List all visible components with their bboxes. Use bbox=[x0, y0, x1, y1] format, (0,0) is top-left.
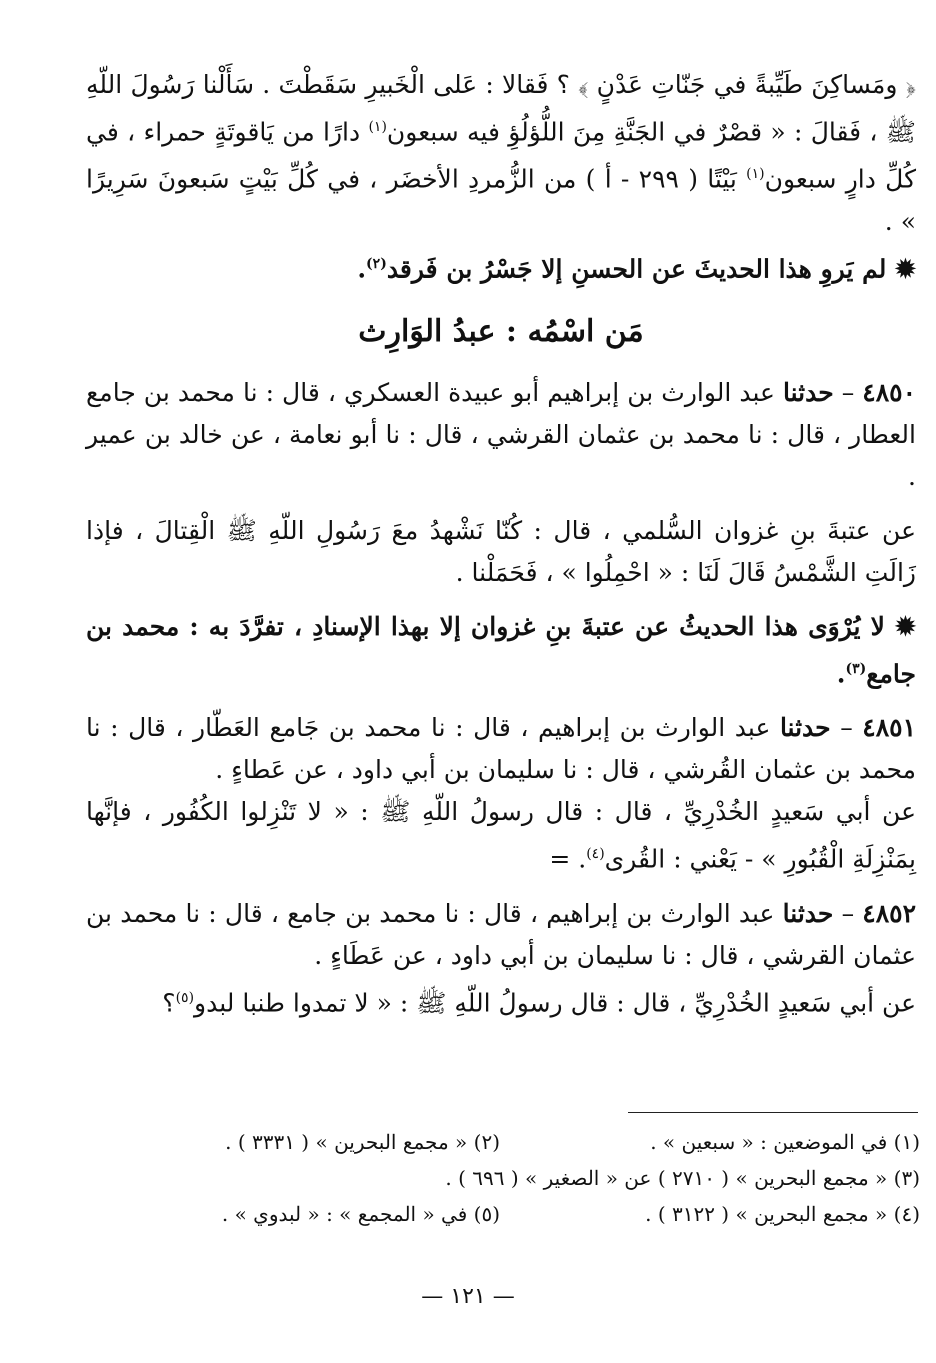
footnote-row bbox=[120, 1160, 920, 1196]
footnote-row bbox=[120, 1124, 920, 1160]
footnote-row bbox=[120, 1196, 920, 1232]
footnote-2: (٢) « مجمع البحرين » ( ٣٣٣١ ) . bbox=[225, 1130, 500, 1154]
footnote-ref-2[interactable]: (٢) bbox=[366, 255, 387, 272]
footnote-3: (٣) « مجمع البحرين » ( ٢٧١٠ ) عن « الصغير » ( ٦٩٦ ) . bbox=[445, 1166, 920, 1190]
page-body bbox=[86, 64, 916, 1024]
hadith-4851-matn: عن أبي سَعيدٍ الخُدْرِيِّ ، قال : قال رسولُ اللّهِ ﷺ : « لا تَنْزِلوا الكُفُور ، فإنَّها بِمَنْزِلَةِ الْقُبُورِ » - يَعْني : القُرى$^{(٤)}$. = bbox=[86, 797, 916, 874]
hadith-4850-matn: عن عتبةَ بنِ غزوان السُّلمي ، قال : كُنّا نَشْهدُ معَ رَسُولِ اللّهِ ﷺ الْقِتالَ ، فإذا زَالَتِ الشَّمْسُ قَالَ لَنَا : « احْمِلُوا » ، فَحَمَلْنا . bbox=[86, 515, 916, 587]
footnote-ref-1[interactable]: (١) bbox=[368, 119, 387, 135]
top-text-1: ﴿ ومَساكِنَ طَيِّبةً في جَنّاتِ عَدْنٍ ﴾ ؟ فَقالا : عَلى الْخَبيرِ سَقَطْتَ . سَأَلْنا رَسُولَ اللّهِ ﷺ ، فَقالَ : « قصْرٌ في الجَنَّةِ مِنَ اللُّؤلُؤِ فيه سبعون bbox=[86, 70, 916, 147]
section-heading: مَن اسْمُه : عبدُ الوَارِث bbox=[358, 313, 644, 349]
footnote-ref-3[interactable]: (٣) bbox=[845, 660, 867, 677]
page-number: — ١٢١ — bbox=[421, 1284, 515, 1309]
footnote-1: (١) في الموضعين : « سبعين » . bbox=[650, 1130, 920, 1154]
footnote-ref-5[interactable]: (٥) bbox=[175, 989, 195, 1006]
hadith-number: ٤٨٥٠ bbox=[862, 377, 916, 407]
footnote-4: (٤) « مجمع البحرين » ( ٣١٢٢ ) . bbox=[645, 1202, 920, 1226]
footnote-ref-1b[interactable]: (١) bbox=[746, 166, 765, 183]
top-note: ✹ لم يَروِ هذا الحديثَ عن الحسنِ إلا جَسْرُ بن فَرقد$^{(٢)}$. bbox=[357, 253, 916, 283]
top-text-3: بَيْتًا ( ٢٩٩ - أ ) من الزُّمردِ الأخضَر ، في كُلِّ بَيْتٍ سَبعونَ سَرِيرًا » . bbox=[86, 164, 916, 236]
hadith-4850-isnad: ٤٨٥٠ – حدثنا عبد الوارث بن إبراهيم أبو عبيدة العسكري ، قال : نا محمد بن جامع العطار ، قال : نا محمد بن عثمان القرشي ، قال : نا أبو نعامة ، عن خالد بن عمير . bbox=[86, 377, 916, 491]
footnote-5: (٥) في « المجمع » : « لبدوي » . bbox=[221, 1202, 500, 1226]
footnotes bbox=[120, 1124, 920, 1232]
footnote-divider bbox=[628, 1112, 918, 1113]
hadith-4850-note: ✹ لا يُرْوَى هذا الحديثُ عن عتبةَ بنِ غزوان إلا بهذا الإسنادِ ، تفرَّدَ به : محمد بن جامع$^{(٣)}$. bbox=[86, 611, 916, 689]
top-text-2: دارًا من يَاقوتَةٍ حمراء ، في كُلِّ دارٍ سبعون bbox=[86, 117, 916, 194]
top-paragraph bbox=[86, 64, 916, 243]
hadith-4852-matn: عن أبي سَعيدٍ الخُدْرِيِّ ، قال : قال رسولُ اللّهِ ﷺ : « لا تمدوا طنبا لبدو$^{(٥)}$؟ bbox=[162, 987, 916, 1017]
hadith-4852-isnad: ٤٨٥٢ – حدثنا عبد الوارث بن إبراهيم ، قال : نا محمد بن جامع ، قال : نا محمد بن عثمان القرشي ، قال : نا سليمان بن أبي داود ، عن عَطَاءٍ . bbox=[86, 898, 916, 970]
hadith-number: ٤٨٥٢ bbox=[862, 898, 916, 928]
footnote-ref-4[interactable]: (٤) bbox=[586, 846, 605, 863]
hadith-4851-isnad: ٤٨٥١ – حدثنا عبد الوارث بن إبراهيم ، قال : نا محمد بن جَامع العَطّار ، قال : نا محمد بن عثمان القُرشي ، قال : نا سليمان بن أبي داود ، عن عَطاءٍ . bbox=[86, 713, 916, 785]
hadith-number: ٤٨٥١ bbox=[862, 713, 916, 743]
